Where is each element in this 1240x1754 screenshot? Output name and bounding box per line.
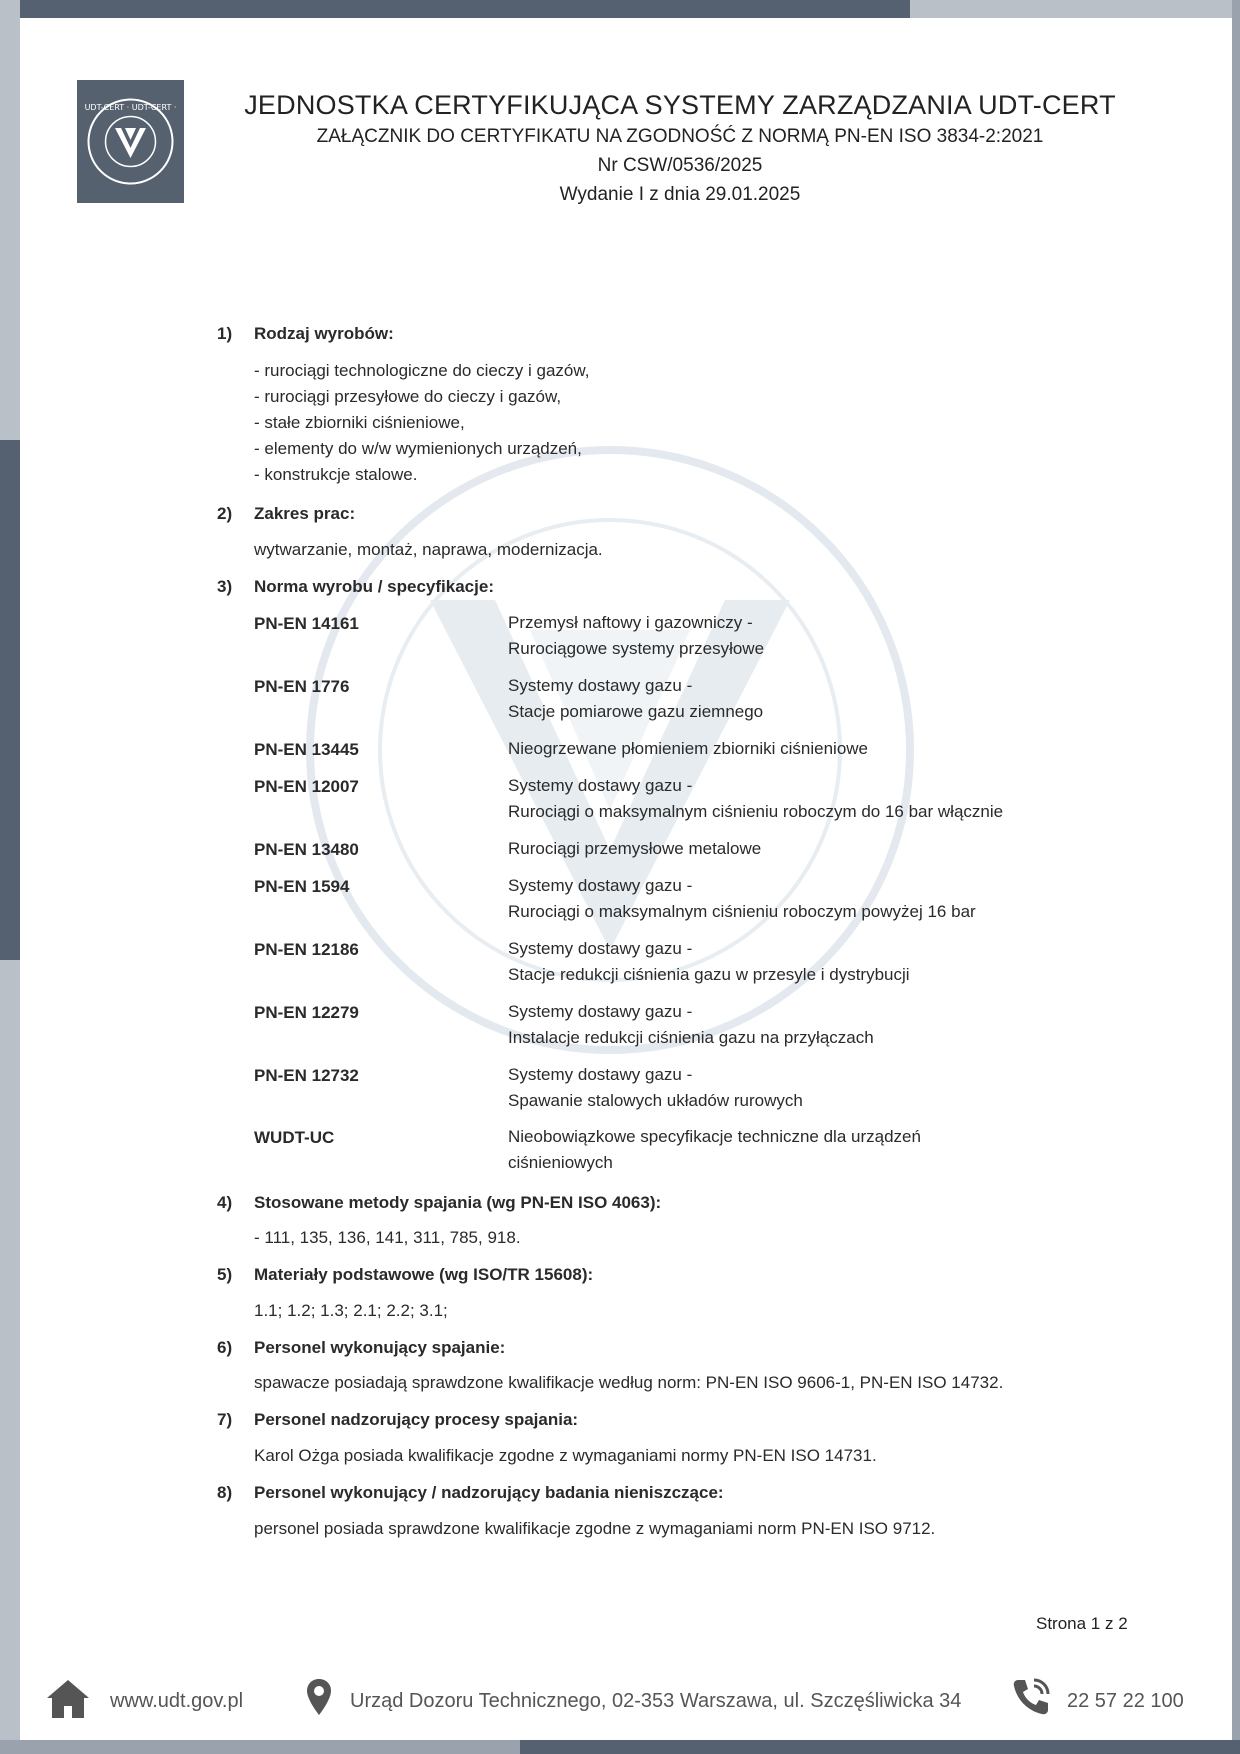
certificate-subtitle: ZAŁĄCZNIK DO CERTYFIKATU NA ZGODNOŚĆ Z NORMĄ PN-EN ISO 3834-2:2021 [316,126,1044,147]
list-item: - rurociągi technologiczne do cieczy i gazów, [254,361,590,380]
standard-description: Systemy dostawy gazu - Rurociągi o maksymalnym ciśnieniu roboczym do 16 bar włącznie [508,776,1004,821]
footer [0,1672,1240,1732]
standard-code: PN-EN 12732 [254,1066,359,1085]
standard-code: PN-EN 14161 [254,614,359,633]
standard-code: PN-EN 1594 [254,877,350,896]
standard-description: Rurociągi przemysłowe metalowe [508,839,762,858]
location-pin-icon [306,1678,332,1716]
standard-description: Nieobowiązkowe specyfikacje techniczne dla urządzeń ciśnieniowych [508,1127,921,1172]
home-icon [45,1678,91,1720]
section-6-text: spawacze posiadają sprawdzone kwalifikacje według norm: PN-EN ISO 9606-1, PN-EN ISO 14732. [254,1373,1004,1392]
page-border-top [0,0,1240,18]
website-link[interactable]: www.udt.gov.pl [110,1690,244,1712]
section-7-text: Karol Ożga posiada kwalifikacje zgodne z wymaganiami normy PN-EN ISO 14731. [254,1446,877,1465]
page-border-bottom [0,1740,1240,1754]
phone-icon [1010,1676,1052,1718]
page-border-right [1232,0,1240,1754]
list-item: - konstrukcje stalowe. [254,465,418,484]
standard-description: Systemy dostawy gazu - Stacje redukcji ciśnienia gazu w przesyle i dystrybucji [508,939,910,984]
certificate-number: Nr CSW/0536/2025 [597,155,763,176]
section-5-text: 1.1; 1.2; 1.3; 2.1; 2.2; 3.1; [254,1301,448,1320]
document-header [220,90,1140,213]
certificate-edition: Wydanie I z dnia 29.01.2025 [559,184,801,205]
page-title: JEDNOSTKA CERTYFIKUJĄCA SYSTEMY ZARZĄDZANIA UDT-CERT [244,90,1116,120]
udt-cert-logo [77,80,184,203]
page-number: Strona 1 z 2 [1036,1614,1128,1633]
standard-description: Nieogrzewane płomieniem zbiorniki ciśnieniowe [508,739,869,758]
address-text: Urząd Dozoru Technicznego, 02-353 Warszawa, ul. Szczęśliwicka 34 [350,1690,962,1712]
standard-description: Systemy dostawy gazu - Stacje pomiarowe gazu ziemnego [508,676,764,721]
logo-ring-text: UDT-CERT · UDT-CERT · [85,103,176,112]
section-8-text: personel posiada sprawdzone kwalifikacje zgodne z wymaganiami norm PN-EN ISO 9712. [254,1519,936,1538]
section-2-text: wytwarzanie, montaż, naprawa, modernizacja. [254,540,603,559]
list-item: - rurociągi przesyłowe do cieczy i gazów, [254,387,562,406]
standard-code: PN-EN 13480 [254,840,359,859]
list-item: - elementy do w/w wymienionych urządzeń, [254,439,582,458]
page-border-left [0,0,20,1754]
standard-description: Przemysł naftowy i gazowniczy - Rurociągowe systemy przesyłowe [508,613,765,658]
standard-description: Systemy dostawy gazu - Instalacje redukcji ciśnienia gazu na przyłączach [508,1002,874,1047]
section-4-text: - 111, 135, 136, 141, 311, 785, 918. [254,1228,521,1247]
standard-code: PN-EN 12279 [254,1003,359,1022]
standard-code: PN-EN 12007 [254,777,359,796]
phone-number[interactable]: 22 57 22 100 [1067,1690,1184,1712]
standard-description: Systemy dostawy gazu - Rurociągi o maksymalnym ciśnieniu roboczym powyżej 16 bar [508,876,976,921]
list-item: - stałe zbiorniki ciśnieniowe, [254,413,465,432]
standard-code: PN-EN 1776 [254,677,350,696]
standard-code: PN-EN 12186 [254,940,359,959]
standard-description: Systemy dostawy gazu - Spawanie stalowych układów rurowych [508,1065,803,1110]
standard-code: PN-EN 13445 [254,740,359,759]
section-1-list [254,358,589,488]
standard-code: WUDT-UC [254,1128,335,1147]
